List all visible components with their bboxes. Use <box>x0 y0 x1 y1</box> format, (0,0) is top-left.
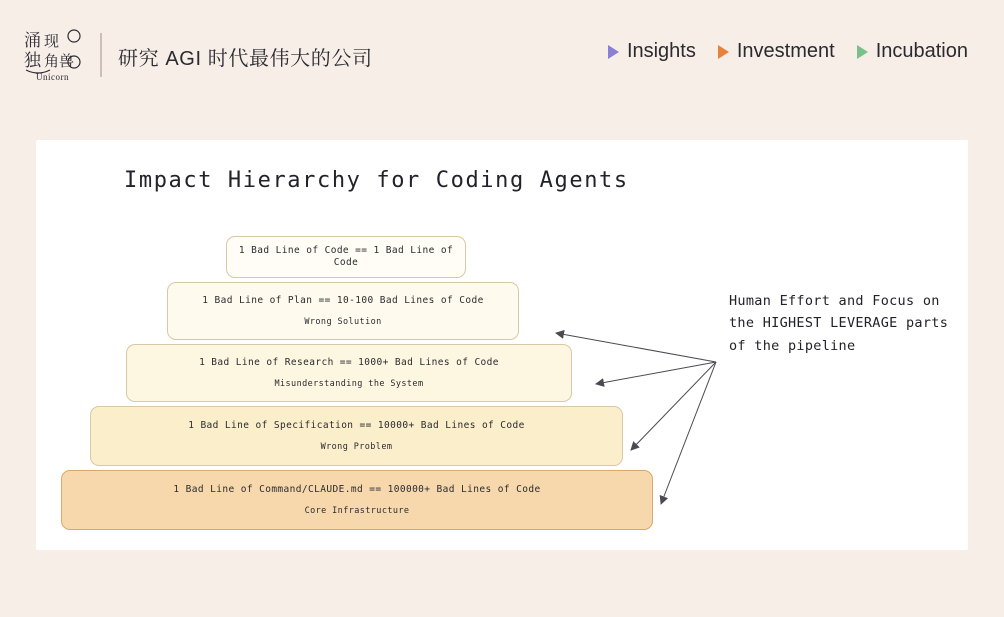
slide-canvas <box>36 140 968 550</box>
tier-main-label: 1 Bad Line of Command/CLAUDE.md == 100000+ Bad Lines of Code <box>173 484 541 496</box>
slide-title: Impact Hierarchy for Coding Agents <box>124 168 629 193</box>
svg-text:涌: 涌 <box>24 31 41 51</box>
pyramid-tier-plan[interactable] <box>167 282 519 340</box>
svg-text:角兽: 角兽 <box>44 52 75 70</box>
nav-item-insights[interactable] <box>608 40 696 63</box>
pyramid-tier-code[interactable] <box>226 236 466 278</box>
tier-sub-label: Wrong Problem <box>320 441 393 452</box>
nav-item-label: Insights <box>626 40 696 62</box>
page-title: 研究 AGI 时代最伟大的公司 <box>118 48 373 70</box>
nav-item-incubation[interactable] <box>857 40 968 63</box>
tier-main-label: 1 Bad Line of Plan == 10-100 Bad Lines of Code <box>202 295 484 307</box>
logo-wordmark: Unicorn <box>36 72 69 82</box>
nav-item-investment[interactable] <box>718 40 835 63</box>
pyramid-tier-research[interactable] <box>126 344 572 402</box>
svg-text:现: 现 <box>44 32 60 50</box>
header-nav <box>608 40 968 63</box>
impact-hierarchy-pyramid <box>36 236 636 536</box>
svg-text:独: 独 <box>24 51 41 71</box>
tier-sub-label: Misunderstanding the System <box>274 378 424 389</box>
pyramid-tier-command[interactable] <box>61 470 653 530</box>
tier-main-label: 1 Bad Line of Code == 1 Bad Line of Code <box>238 244 454 268</box>
header-divider <box>100 33 102 77</box>
nav-item-label: Investment <box>736 40 835 62</box>
tier-main-label: 1 Bad Line of Specification == 10000+ Bad Lines of Code <box>188 420 525 432</box>
logo-icon <box>22 26 84 74</box>
page-header <box>0 0 1004 112</box>
tier-sub-label: Wrong Solution <box>304 316 382 327</box>
triangle-right-icon <box>857 45 868 59</box>
logo[interactable] <box>22 26 88 88</box>
tier-main-label: 1 Bad Line of Research == 1000+ Bad Lines of Code <box>199 357 499 369</box>
nav-item-label: Incubation <box>875 40 968 62</box>
triangle-right-icon <box>608 45 619 59</box>
annotation-text: Human Effort and Focus on the HIGHEST LEVERAGE parts of the pipeline <box>729 293 949 354</box>
pyramid-tier-specification[interactable] <box>90 406 623 466</box>
tier-sub-label: Core Infrastructure <box>304 505 410 516</box>
triangle-right-icon <box>718 45 729 59</box>
